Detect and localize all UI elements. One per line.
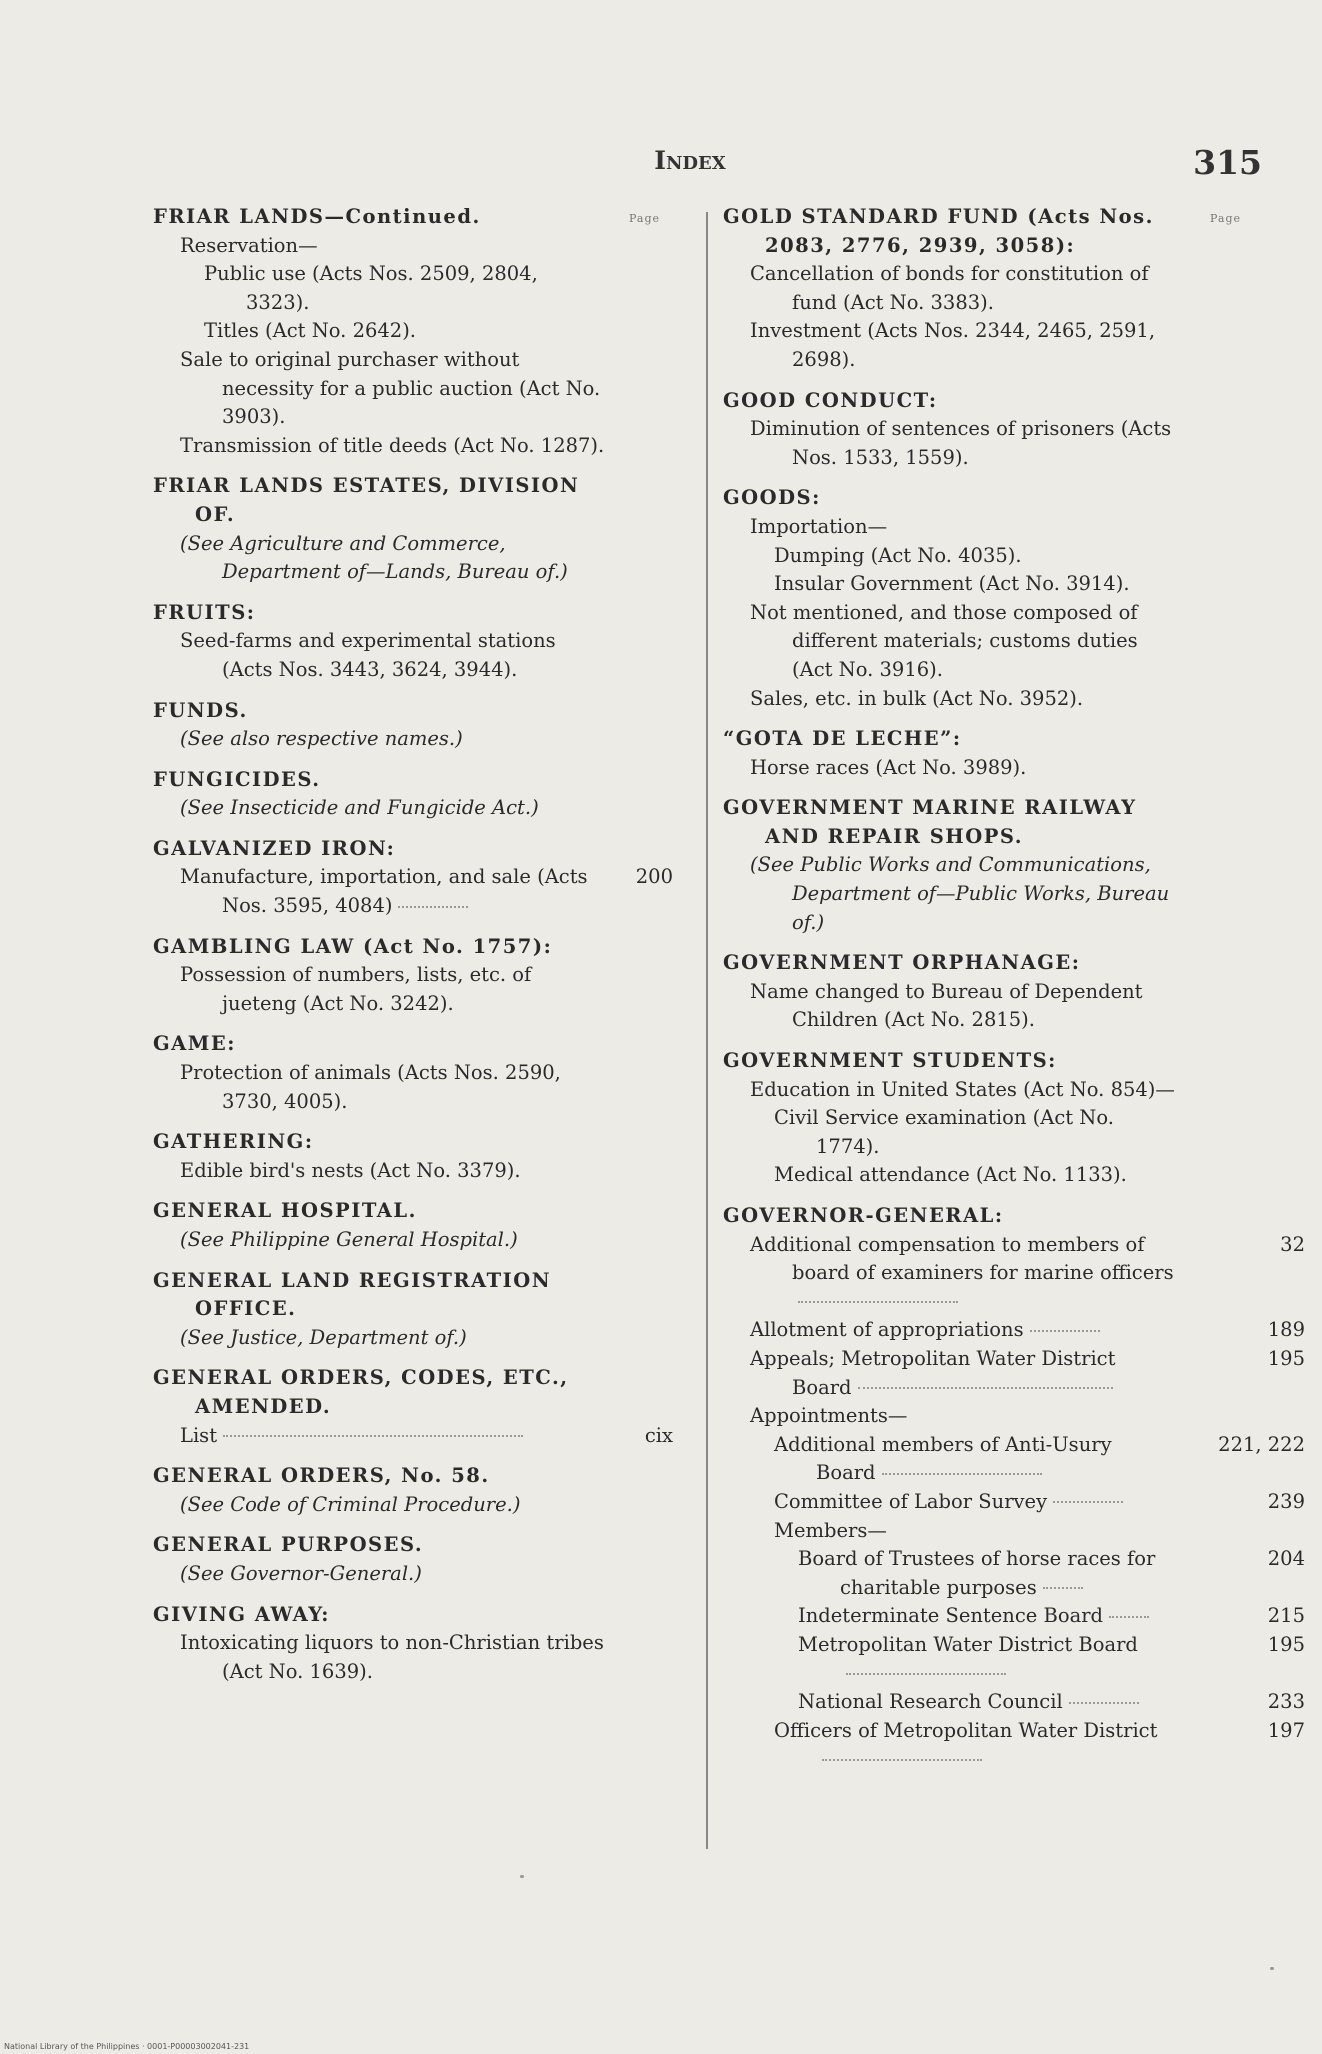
subentry-line <box>723 1717 1305 1774</box>
subentry-text: Committee of Labor Survey <box>774 1489 1048 1513</box>
subentry-line <box>153 317 607 346</box>
subentry-text: Appeals; Metropolitan Water District Board <box>750 1346 1116 1399</box>
subentry-line <box>723 513 1177 542</box>
page-number: 315 <box>1193 143 1262 182</box>
index-entry <box>153 1197 607 1254</box>
dot-leader <box>1053 1501 1123 1503</box>
entry-heading: GATHERING: <box>153 1130 314 1154</box>
subentry-text: (See Philippine General Hospital.) <box>180 1228 518 1251</box>
subentry-text: List <box>180 1423 218 1447</box>
dot-leader <box>398 906 468 908</box>
subentry-line <box>153 961 607 1018</box>
subentry-line <box>153 1324 607 1353</box>
subentry-text: Diminution of sentences of prisoners (Acts Nos. 1533, 1559). <box>750 417 1172 469</box>
subentry-line <box>723 1345 1305 1402</box>
subentry-line <box>723 415 1177 472</box>
subentry-line <box>723 1076 1177 1105</box>
subentry-line <box>723 317 1177 374</box>
subentry-line <box>153 1226 607 1255</box>
entry-heading: GALVANIZED IRON: <box>153 836 396 860</box>
subentry-line <box>723 685 1177 714</box>
dot-leader <box>846 1673 1006 1675</box>
subentry-text: Metropolitan Water District Board <box>798 1632 1138 1656</box>
entry-heading: GENERAL ORDERS, No. 58. <box>153 1464 490 1488</box>
column-divider <box>706 212 708 1849</box>
subentry-line <box>153 1560 607 1589</box>
subentry-text: Possession of numbers, lists, etc. of jueteng (Act No. 3242). <box>180 963 532 1015</box>
index-entry <box>153 1462 607 1519</box>
subentry-text: Reservation— <box>180 233 318 257</box>
subentry-line <box>723 1488 1305 1517</box>
subentry-text: Seed-farms and experimental stations (Acts Nos. 3443, 3624, 3944). <box>180 629 556 681</box>
subentry-text: Name changed to Bureau of Dependent Children (Act No. 2815). <box>750 979 1143 1032</box>
entry-heading: GOOD CONDUCT: <box>723 388 938 412</box>
index-entry <box>723 949 1177 1035</box>
dot-leader <box>1069 1702 1139 1704</box>
running-head-title: Index <box>654 146 726 175</box>
page-reference: 215 <box>1267 1604 1305 1628</box>
entry-heading: GENERAL HOSPITAL. <box>153 1199 417 1223</box>
subentry-text: Horse races (Act No. 3989). <box>750 755 1027 779</box>
subentry-text: Members— <box>774 1518 887 1542</box>
page-reference: 32 <box>1280 1232 1305 1256</box>
subentry-text: National Research Council <box>798 1690 1063 1714</box>
page-reference: 200 <box>635 865 673 889</box>
subentry-line <box>723 1402 1177 1431</box>
index-entry <box>153 1128 607 1185</box>
entry-heading: GOVERNMENT STUDENTS: <box>723 1049 1057 1073</box>
subentry-text: Education in United States (Act No. 854)— <box>750 1077 1175 1101</box>
subentry-line <box>723 1431 1305 1488</box>
subentry-line <box>723 599 1177 685</box>
subentry-line <box>723 1231 1305 1317</box>
dot-leader <box>822 1759 982 1761</box>
subentry-line <box>723 1688 1305 1717</box>
index-entry <box>153 472 607 586</box>
page-reference: 221, 222 <box>1218 1432 1305 1456</box>
subentry-text: Indeterminate Sentence Board <box>798 1604 1104 1628</box>
subentry-line <box>153 1422 673 1451</box>
subentry-text: Additional compensation to members of board of examiners for marine officers <box>750 1232 1174 1285</box>
entry-heading: GOVERNMENT ORPHANAGE: <box>723 951 1081 975</box>
subentry-text: Dumping (Act No. 4035). <box>774 543 1022 567</box>
page-reference: 239 <box>1267 1489 1305 1513</box>
page-reference: 189 <box>1267 1318 1305 1342</box>
page-reference: 195 <box>1267 1346 1305 1370</box>
dot-leader <box>1043 1587 1083 1589</box>
entry-heading: FUNDS. <box>153 698 248 722</box>
subentry-text: (See Agriculture and Commerce, Department of—Lands, Bureau of.) <box>180 531 568 584</box>
index-entry <box>723 484 1177 713</box>
subentry-text: Insular Government (Act No. 3914). <box>774 572 1130 596</box>
index-entry <box>153 933 607 1019</box>
subentry-text: Allotment of appropriations <box>750 1318 1024 1342</box>
dot-leader <box>223 1435 523 1437</box>
subentry-text: Sales, etc. in bulk (Act No. 3952). <box>750 686 1084 710</box>
index-entry <box>153 766 607 823</box>
subentry-line <box>723 1545 1305 1602</box>
subentry-text: Transmission of title deeds (Act No. 1287). <box>180 433 605 457</box>
subentry-line <box>153 232 607 261</box>
entry-heading: GENERAL PURPOSES. <box>153 1533 424 1557</box>
dot-leader <box>1030 1330 1100 1332</box>
entry-heading: GOVERNMENT MARINE RAILWAY AND REPAIR SHOPS. <box>723 796 1137 848</box>
index-entry <box>153 697 607 754</box>
page-reference: 233 <box>1267 1690 1305 1714</box>
entry-heading: GAMBLING LAW (Act No. 1757): <box>153 934 553 958</box>
dot-leader <box>798 1301 958 1303</box>
entry-heading: FRUITS: <box>153 600 256 624</box>
page-reference: 204 <box>1267 1547 1305 1571</box>
entry-heading: GIVING AWAY: <box>153 1602 330 1626</box>
subentry-line <box>723 754 1177 783</box>
subentry-line <box>153 1157 607 1186</box>
entry-heading: FRIAR LANDS ESTATES, DIVISION OF. <box>153 474 580 526</box>
subentry-text: Medical attendance (Act No. 1133). <box>774 1163 1127 1187</box>
subentry-text: Officers of Metropolitan Water District <box>774 1718 1158 1742</box>
index-entry <box>153 599 607 685</box>
subentry-line <box>153 863 673 920</box>
index-entry <box>153 203 607 460</box>
page-reference: 197 <box>1267 1718 1305 1742</box>
dot-leader <box>882 1473 1042 1475</box>
subentry-line <box>153 725 607 754</box>
subentry-text: Investment (Acts Nos. 2344, 2465, 2591, 2698). <box>750 319 1156 371</box>
scan-speck <box>520 1875 524 1878</box>
subentry-line <box>723 851 1177 937</box>
subentry-text: (See Justice, Department of.) <box>180 1325 467 1349</box>
page-column-label-left: Page <box>629 212 661 225</box>
subentry-line <box>723 1517 1177 1546</box>
index-entry <box>723 725 1177 782</box>
subentry-text: Public use (Acts Nos. 2509, 2804, 3323). <box>204 262 538 314</box>
subentry-text: (See Public Works and Communications, Department of—Public Works, Bureau of.) <box>750 853 1170 934</box>
index-entry <box>723 203 1177 375</box>
page-reference: cix <box>644 1423 673 1447</box>
subentry-text: Not mentioned, and those composed of different materials; customs duties (Act No. 3916). <box>750 600 1138 681</box>
entry-heading: GOODS: <box>723 486 821 510</box>
entry-heading: GENERAL LAND REGISTRATION OFFICE. <box>153 1268 552 1321</box>
index-entry <box>723 794 1177 937</box>
entry-heading: GAME: <box>153 1032 236 1056</box>
subentry-line <box>723 570 1177 599</box>
subentry-text: Additional members of Anti-Usury Board <box>774 1432 1112 1485</box>
subentry-line <box>723 260 1177 317</box>
page-column-label-right: Page <box>1210 212 1242 225</box>
subentry-text: Board of Trustees of horse races for charitable purposes <box>798 1547 1156 1599</box>
subentry-line <box>153 530 607 587</box>
subentry-line <box>153 1491 607 1520</box>
entry-heading: GOVERNOR-GENERAL: <box>723 1204 1004 1227</box>
index-entry <box>153 1531 607 1588</box>
index-entry <box>723 1202 1305 1774</box>
entry-heading: “GOTA DE LECHE”: <box>723 727 962 751</box>
subentry-text: Importation— <box>750 514 888 538</box>
index-entry <box>153 835 673 921</box>
subentry-text: Intoxicating liquors to non-Christian tribes (Act No. 1639). <box>180 1631 604 1683</box>
subentry-text: Appointments— <box>750 1404 908 1428</box>
index-entry <box>723 387 1177 473</box>
subentry-line <box>723 1161 1177 1190</box>
subentry-text: Manufacture, importation, and sale (Acts Nos. 3595, 4084) <box>180 865 588 918</box>
page-reference: 195 <box>1267 1632 1305 1656</box>
index-entry <box>723 1047 1177 1190</box>
subentry-line <box>153 432 607 461</box>
subentry-line <box>153 1059 607 1116</box>
subentry-line <box>723 1316 1305 1345</box>
subentry-line <box>723 1602 1305 1631</box>
subentry-line <box>153 794 607 823</box>
subentry-line <box>723 978 1177 1035</box>
entry-heading: FUNGICIDES. <box>153 767 321 791</box>
subentry-text: Civil Service examination (Act No. 1774). <box>774 1106 1114 1158</box>
subentry-text: (See Code of Criminal Procedure.) <box>180 1492 521 1516</box>
entry-heading: GENERAL ORDERS, CODES, ETC., AMENDED. <box>153 1366 569 1418</box>
subentry-line <box>153 346 607 432</box>
subentry-line <box>723 1631 1305 1688</box>
index-entry <box>153 1364 673 1450</box>
subentry-text: Sale to original purchaser without necessity for a public auction (Act No. 3903). <box>180 347 601 429</box>
subentry-text: Protection of animals (Acts Nos. 2590, 3730, 4005). <box>180 1061 561 1113</box>
subentry-text: (See Insecticide and Fungicide Act.) <box>180 796 539 820</box>
dot-leader <box>858 1387 1113 1389</box>
subentry-line <box>723 542 1177 571</box>
subentry-text: Edible bird's nests (Act No. 3379). <box>180 1158 521 1182</box>
subentry-text: (See Governor-General.) <box>180 1561 422 1585</box>
dot-leader <box>1109 1616 1149 1618</box>
scan-footer: National Library of the Philippines · 0001-P00003002041-231 <box>4 2042 250 2051</box>
subentry-text: Titles (Act No. 2642). <box>204 319 416 343</box>
scan-speck <box>1270 1967 1274 1970</box>
index-entry <box>153 1601 607 1687</box>
subentry-line <box>153 627 607 684</box>
index-entry <box>153 1267 607 1353</box>
subentry-line <box>153 260 607 317</box>
subentry-text: (See also respective names.) <box>180 727 463 751</box>
index-entry <box>153 1030 607 1116</box>
subentry-text: Cancellation of bonds for constitution of fund (Act No. 3383). <box>750 262 1149 314</box>
subentry-line <box>723 1104 1177 1161</box>
entry-heading: FRIAR LANDS—Continued. <box>153 205 481 228</box>
subentry-line <box>153 1629 607 1686</box>
entry-heading: GOLD STANDARD FUND (Acts Nos. 2083, 2776, 2939, 3058): <box>723 205 1154 257</box>
